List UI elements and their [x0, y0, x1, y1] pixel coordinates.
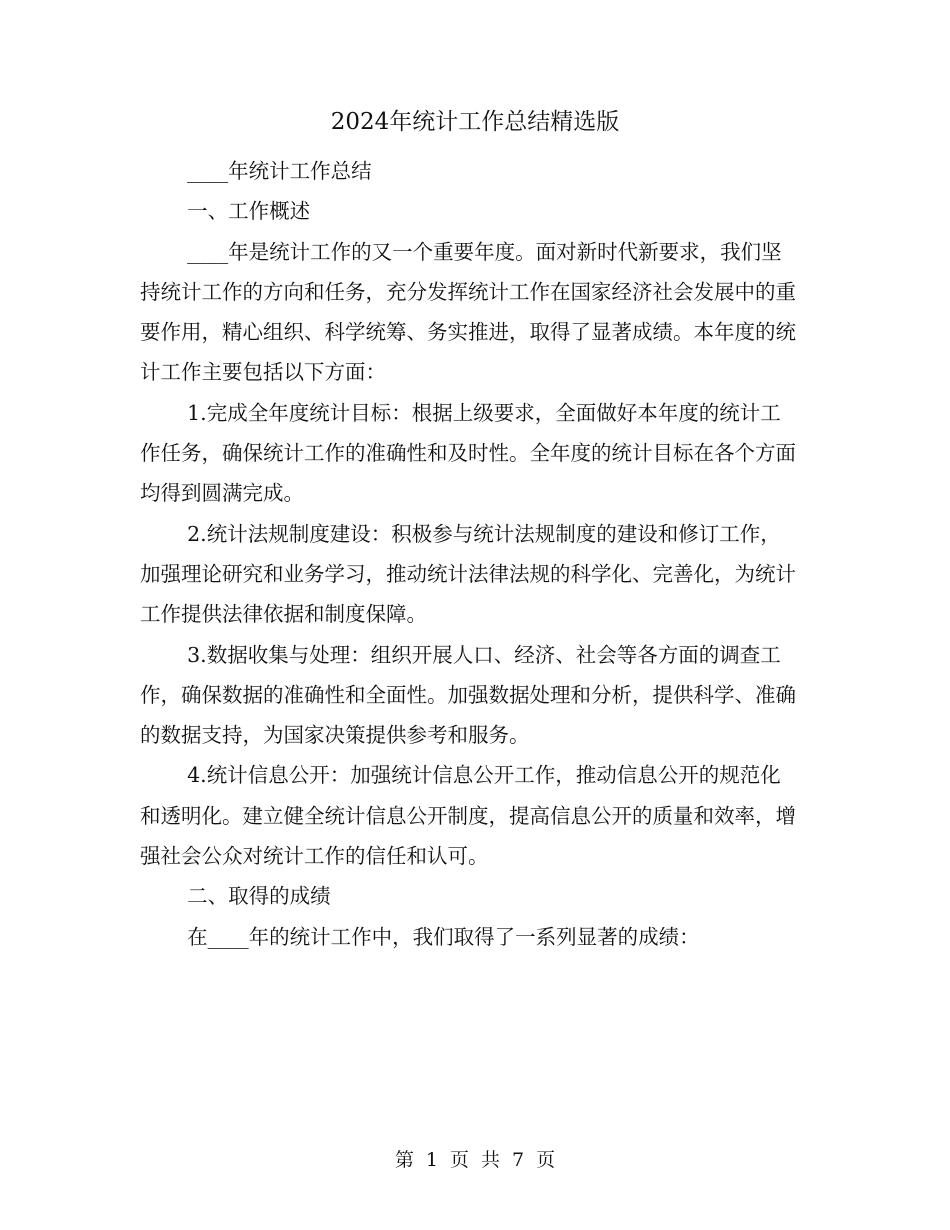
subtitle-paragraph: ____年统计工作总结: [187, 159, 372, 183]
document-body: [140, 151, 800, 957]
body-paragraph: 3.数据收集与处理：组织开展人口、经济、社会等各方面的调查工作，确保数据的准确性和全面性。加强数据处理和分析，提供科学、准确的数据支持，为国家决策提供参考和服务。: [140, 642, 796, 748]
body-paragraph: 在____年的统计工作中，我们取得了一系列显著的成绩：: [187, 924, 700, 949]
page-number-footer: 第 1 页 共 7 页: [394, 1149, 556, 1171]
body-paragraph: 1.完成全年度统计目标：根据上级要求，全面做好本年度的统计工作任务，确保统计工作的准确性和及时性。全年度的统计目标在各个方面均得到圆满完成。: [140, 400, 796, 506]
body-paragraph: 4.统计信息公开：加强统计信息公开工作，推动信息公开的规范化和透明化。建立健全统计信息公开制度，提高信息公开的质量和效率，增强社会公众对统计工作的信任和认可。: [140, 763, 796, 869]
body-paragraph: 2.统计法规制度建设：积极参与统计法规制度的建设和修订工作，加强理论研究和业务学习，推动统计法律法规的科学化、完善化，为统计工作提供法律依据和制度保障。: [140, 521, 796, 627]
section-heading-achievements: 二、取得的成绩: [187, 884, 331, 909]
section-heading-overview: 一、工作概述: [187, 199, 311, 224]
document-title: 2024年统计工作总结精选版: [330, 109, 620, 135]
body-paragraph: ____年是统计工作的又一个重要年度。面对新时代新要求，我们坚持统计工作的方向和任务，充分发挥统计工作在国家经济社会发展中的重要作用，精心组织、科学统筹、务实推进，取得了显著成绩。本年度的统计工作主要包括以下方面：: [140, 239, 796, 385]
